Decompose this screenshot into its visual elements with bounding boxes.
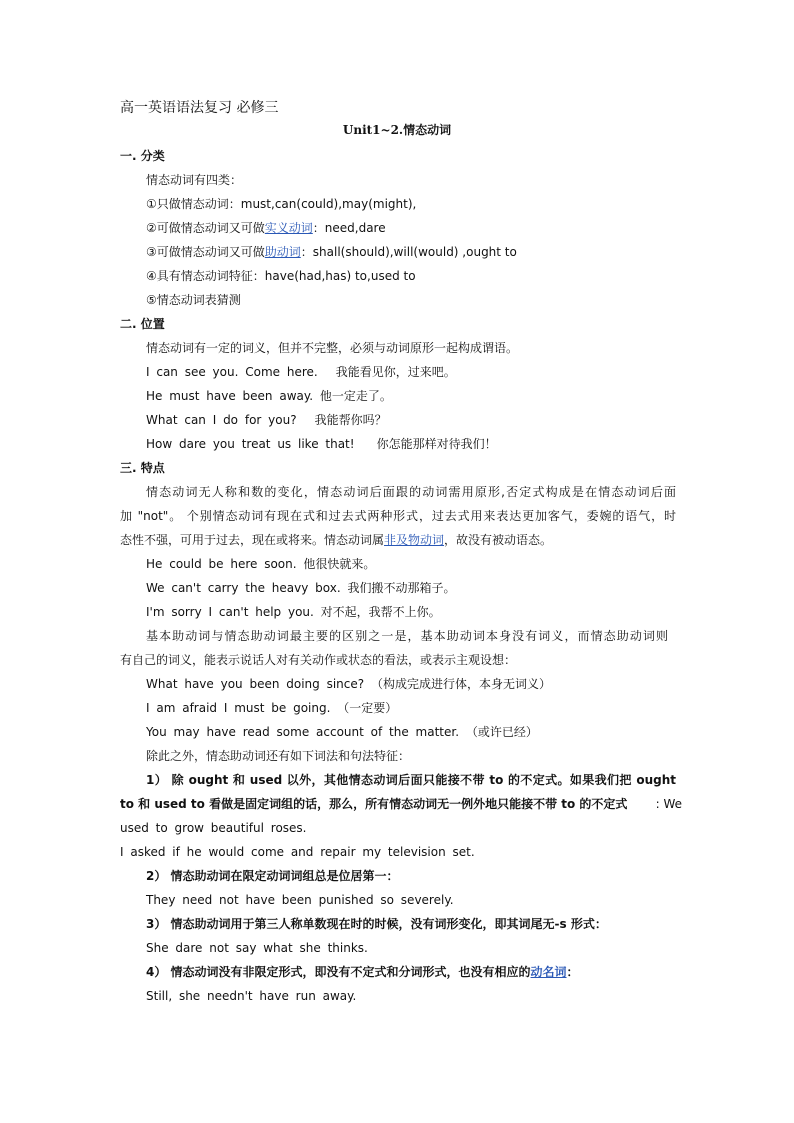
example-sentence: She dare not say what she thinks. xyxy=(146,941,368,955)
paragraph: 情态动词有四类： xyxy=(146,173,243,187)
list-item xyxy=(146,220,386,236)
example-sentence: They need not have been punished so severely. xyxy=(146,893,454,907)
paragraph: 除此之外，情态助动词还有如下词法和句法特征： xyxy=(146,749,411,763)
rule-text: ： xyxy=(566,965,579,979)
link-gerund[interactable]: 动名词 xyxy=(530,965,567,979)
rule-text: 4） 情态动词没有非限定形式，即没有不定式和分词形式，也没有相应的 xyxy=(146,965,531,979)
example-sentence: He could be here soon. 他很快就来。 xyxy=(146,557,376,571)
section-heading-classification: 一. 分类 xyxy=(120,149,165,163)
link-intransitive-verb[interactable]: 非及物动词 xyxy=(384,533,445,547)
text: ，故没有被动语态。 xyxy=(444,533,553,547)
link-notional-verb[interactable]: 实义动词 xyxy=(264,221,313,235)
example-sentence: Still, she needn't have run away. xyxy=(146,989,357,1003)
example-sentence: He must have been away. 他一定走了。 xyxy=(146,389,392,403)
example-sentence: We can't carry the heavy box. 我们搬不动那箱子。 xyxy=(146,581,456,595)
example-sentence xyxy=(146,412,387,428)
example-en: How dare you treat us like that! xyxy=(146,437,355,451)
rule-text: to 和 used to 看做是固定词组的话，那么，所有情态动词无一例外地只能接不带 to 的不定式 xyxy=(120,797,628,811)
document-subtitle: Unit1~2.情态动词 xyxy=(342,123,452,137)
paragraph-line: 有自己的词义，能表示说话人对有关动作或状态的看法，或表示主观设想： xyxy=(120,653,517,667)
text: ：shall(should),will(would) ,ought to xyxy=(300,245,517,259)
rule-2: 2） 情态助动词在限定动词词组总是位居第一： xyxy=(146,869,399,883)
paragraph-line: 基本助动词与情态助动词最主要的区别之一是，基本助动词本身没有词义，而情态助动词则 xyxy=(146,629,668,643)
example-sentence xyxy=(146,364,456,380)
list-item: ①只做情态动词：must,can(could),may(might), xyxy=(146,197,417,211)
example-zh: 你怎能那样对待我们！ xyxy=(376,437,497,451)
example-en: I can see you. Come here. xyxy=(146,365,318,379)
text: ：need,dare xyxy=(312,221,386,235)
example-en: What can I do for you? xyxy=(146,413,297,427)
example-sentence: used to grow beautiful roses. xyxy=(120,821,307,835)
section-heading-features: 三. 特点 xyxy=(120,461,165,475)
list-item: ⑤情态动词表猜测 xyxy=(146,293,241,307)
example-zh: 我能帮你吗？ xyxy=(314,413,387,427)
rule-1-line xyxy=(120,796,682,812)
paragraph-line: 情态动词无人称和数的变化，情态动词后面跟的动词需用原形,否定式构成是在情态动词后面 xyxy=(146,485,676,499)
rule-1-line: 1） 除 ought 和 used 以外，其他情态动词后面只能接不带 to 的不定式。如果我们把 ought xyxy=(146,773,676,787)
link-auxiliary-verb[interactable]: 助动词 xyxy=(264,245,301,259)
example-zh: 我能看见你，过来吧。 xyxy=(335,365,456,379)
list-item: ④具有情态动词特征：have(had,has) to,used to xyxy=(146,269,416,283)
example-sentence: I am afraid I must be going. （一定要） xyxy=(146,701,398,715)
text: 态性不强，可用于过去，现在或将来。情态动词属 xyxy=(120,533,385,547)
example-sentence: What have you been doing since? （构成完成进行体，本身无词义） xyxy=(146,677,551,691)
rule-3: 3） 情态助动词用于第三人称单数现在时的时候，没有词形变化，即其词尾无-s 形式： xyxy=(146,917,607,931)
paragraph-line xyxy=(120,532,552,548)
paragraph: 情态动词有一定的词义，但并不完整，必须与动词原形一起构成谓语。 xyxy=(146,341,519,355)
example-sentence: I asked if he would come and repair my television set. xyxy=(120,845,475,859)
example-sentence: I'm sorry I can't help you. 对不起，我帮不上你。 xyxy=(146,605,441,619)
example-sentence xyxy=(146,436,497,452)
section-heading-position: 二. 位置 xyxy=(120,317,165,331)
text: ②可做情态动词又可做 xyxy=(146,221,265,235)
example-sentence: You may have read some account of the matter. （或许已经） xyxy=(146,725,538,739)
rule-4 xyxy=(146,964,579,980)
text: ③可做情态动词又可做 xyxy=(146,245,265,259)
list-item xyxy=(146,244,517,260)
rule-text: : We xyxy=(655,797,682,811)
paragraph-line: 加 "not"。 个别情态动词有现在式和过去式两种形式，过去式用来表达更加客气，委婉的语气，时 xyxy=(120,509,676,523)
document-title: 高一英语语法复习 必修三 xyxy=(120,100,279,116)
